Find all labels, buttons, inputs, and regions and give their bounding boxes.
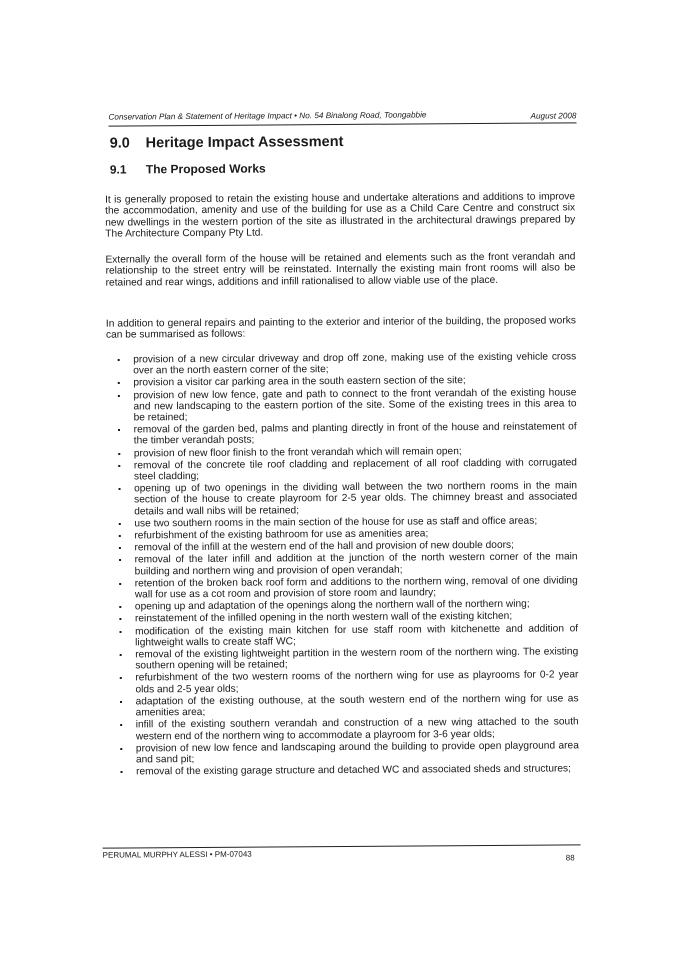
list-item-text: removal of the concrete tile roof cladding and replacement of all roof cladding with corrugated steel cladding;	[133, 457, 577, 483]
list-item-text: modification of the existing main kitchen for use staff room with kitchenette and addition of lightweight walls to create staff WC;	[135, 622, 579, 649]
page-number: 88	[565, 853, 575, 863]
paragraph-external-form: Externally the overall form of the house will be retained and elements such as the front verandah and relationship to the street entry will be reinstated. Internally the existing main front rooms will also be retained and rear wings, additions and infill rationalised to allow viable use of the place.	[105, 251, 576, 289]
list-item-text: removal of the later infill and addition at the junction of the north western corner of the main building and northern wing and provision of open verandah;	[134, 551, 578, 578]
list-item-text: use two southern rooms in the main section of the house for use as staff and office areas;	[134, 515, 538, 530]
list-item	[108, 670, 578, 696]
list-item-text: opening up of two openings in the dividing wall between the two northern rooms in the main section of the house to create playroom for 2-5 year olds. The chimney breast and associated details and wall nibs will be retained;	[134, 480, 578, 518]
list-item	[108, 552, 578, 578]
list-item-text: infill of the existing southern verandah and construction of a new wing attached to the south western end of the northern wing to accommodate a playroom for 3-6 year olds;	[135, 716, 579, 742]
bullet-icon: ▪	[118, 614, 122, 625]
list-item	[106, 351, 576, 377]
bullet-icon: ▪	[118, 579, 122, 589]
list-item-text: provision a visitor car parking area in the south eastern section of the site;	[133, 375, 466, 389]
list-item	[109, 693, 579, 719]
list-item	[109, 763, 579, 777]
list-item-text: opening up and adaptation of the openings along the northern wall of the northern wing;	[134, 598, 530, 613]
bullet-icon: ▪	[119, 673, 123, 684]
bullet-icon: ▪	[118, 484, 121, 494]
list-item	[107, 422, 577, 448]
list-item-text: provision of new floor finish to the front verandah which will remain open;	[133, 445, 462, 460]
bullet-icon: ▪	[118, 555, 122, 565]
bullet-icon: ▪	[117, 378, 121, 388]
bullet-icon: ▪	[117, 425, 121, 435]
section-title: Heritage Impact Assessment	[145, 133, 344, 152]
list-item	[109, 717, 579, 743]
bullet-icon: ▪	[119, 650, 123, 660]
list-item-text: removal of the garden bed, palms and planting directly in front of the house and reinstatement of the timber verandah posts;	[133, 421, 577, 447]
list-item	[107, 457, 577, 483]
list-item	[108, 575, 578, 601]
bullet-icon: ▪	[117, 461, 121, 471]
list-item-text: provision of new low fence, gate and path to connect to the front verandah of the existing house and new landscaping to the eastern portion of the site. Some of the existing trees in this area to be retained;	[133, 386, 577, 424]
list-item-text: removal of the existing lightweight partition in the western room of the northern wing. The existing southern opening will be retained;	[135, 646, 579, 672]
list-item-text: refurbishment of the two western rooms of the northern wing for use as playrooms for 0-2 year olds and 2-5 year olds;	[135, 669, 579, 696]
footer-firm-reference: PERUMAL MURPHY ALESSI • PM-07043	[102, 849, 252, 860]
list-item-text: retention of the broken back roof form and additions to the northern wing, removal of one dividing wall for use as a cot room and provision of store room and laundry;	[134, 575, 578, 601]
list-item-text: removal of the existing garage structure and detached WC and associated sheds and structures;	[136, 763, 571, 778]
bullet-icon: ▪	[117, 355, 121, 365]
list-item	[109, 740, 579, 766]
paragraph-works-summary: In addition to general repairs and painting to the exterior and interior of the building, the proposed works can be summarised as follows:	[105, 315, 576, 342]
bullet-icon: ▪	[119, 697, 123, 707]
list-item	[108, 623, 578, 649]
list-item-text: provision of a new circular driveway and drop off zone, making use of the existing vehicle cross over an the north eastern corner of the site;	[133, 351, 577, 377]
bullet-icon: ▪	[120, 767, 123, 777]
bullet-icon: ▪	[118, 602, 122, 612]
subsection-title: The Proposed Works	[145, 161, 266, 177]
paragraph-intro: It is generally proposed to retain the existing house and undertake alterations and additions to improve the accommodation, amenity and use of the building for use as a Child Care Centre and construct six new dwellings in the western portion of the site as illustrated in the architectural drawings prepared by The Architecture Company Pty Ltd.	[105, 191, 576, 240]
list-item	[108, 646, 578, 672]
subsection-number: 9.1	[109, 162, 127, 177]
list-item-text: adaptation of the existing outhouse, at the south western end of the northern wing for use as amenities area;	[135, 693, 579, 719]
bullet-icon: ▪	[117, 449, 121, 459]
bullet-icon: ▪	[118, 543, 122, 553]
page-footer	[103, 844, 581, 868]
bullet-icon: ▪	[119, 627, 122, 637]
list-item-text: reinstatement of the infilled opening in the north western wall of the existing kitchen;	[134, 611, 513, 625]
header-date: August 2008	[530, 111, 577, 121]
header-document-title: Conservation Plan & Statement of Heritage Impact • No. 54 Binalong Road, Toongabbie	[108, 110, 427, 122]
bullet-icon: ▪	[118, 531, 122, 541]
list-item-text: provision of new low fence and landscaping around the building to provide open playground area and sand pit;	[135, 740, 579, 766]
list-item-text: removal of the infill at the western end of the hall and provision of new double doors;	[134, 540, 514, 554]
page-header	[108, 108, 576, 126]
section-number: 9.0	[109, 135, 130, 152]
section-heading	[110, 134, 344, 152]
bullet-icon: ▪	[119, 744, 123, 754]
bullet-icon: ▪	[117, 391, 121, 401]
list-item	[107, 481, 577, 518]
list-item-text: refurbishment of the existing bathroom for use as amenities area;	[134, 528, 429, 542]
bullet-icon: ▪	[118, 519, 122, 529]
subsection-heading	[110, 161, 266, 176]
bullet-icon: ▪	[119, 720, 123, 730]
proposed-works-list	[106, 351, 579, 779]
list-item	[106, 387, 576, 424]
